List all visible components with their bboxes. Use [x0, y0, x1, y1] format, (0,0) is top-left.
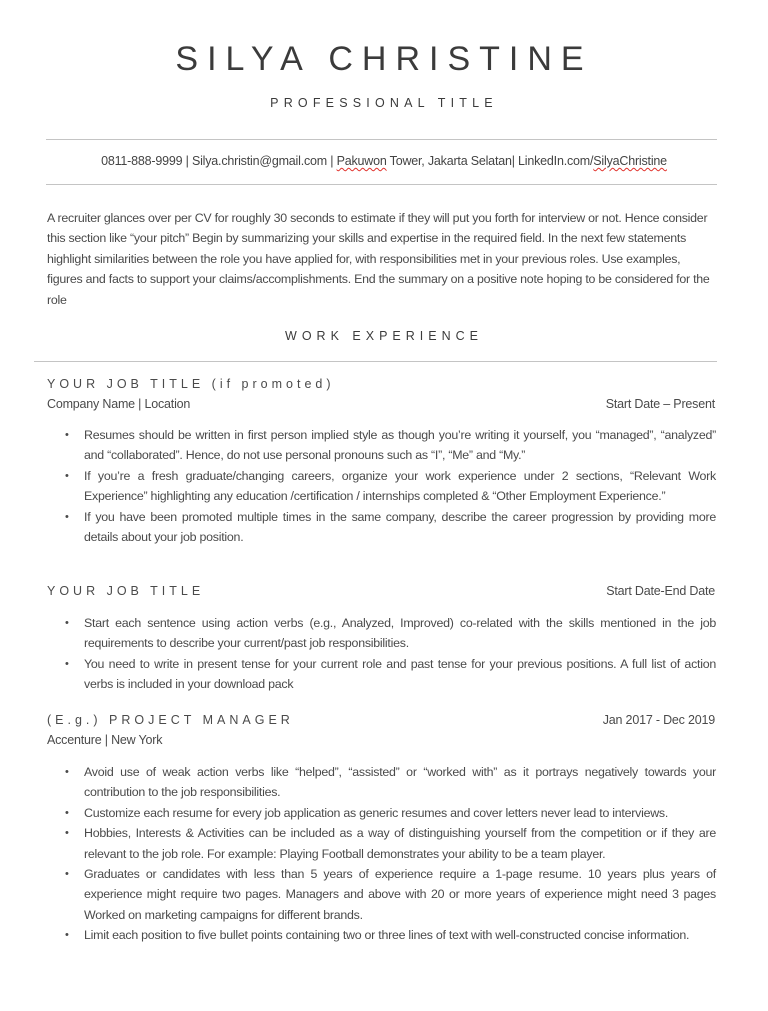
contact-separator: | — [326, 154, 337, 168]
job-bullet-list — [65, 425, 716, 547]
job-title: YOUR JOB TITLE — [47, 584, 205, 598]
job-dates: Start Date – Present — [605, 397, 715, 411]
header-top-divider — [46, 139, 717, 140]
job-bullet: • Customize each resume for every job application as generic resumes and cover letters never lead to interviews. — [65, 803, 716, 823]
job-bullet-list — [65, 762, 716, 946]
job-bullet: • You need to write in present tense for your current role and past tense for your previous positions. A full list of action verbs is included in your download pack — [65, 654, 716, 695]
contact-separator: | — [511, 154, 519, 168]
section-heading-work-experience: WORK EXPERIENCE — [285, 329, 483, 343]
job-bullet: • Hobbies, Interests & Activities can be included as a way of distinguishing yourself from the competition or if they are relevant to the job role. For example: Playing Football demonstrates your ability to be a team player. — [65, 823, 716, 864]
professional-summary: A recruiter glances over per CV for roughly 30 seconds to estimate if they will put you forth for interview or not. Hence consider this section like “your pitch” Begin by summarizing your skills and expertise in the required field. In the next few statements highlight similarities between the role you have applied for, with responsibilities met in your previous roles. Use examples, figures and facts to support your claims/accomplishments. End the summary on a positive note hoping to be considered for the role — [47, 211, 710, 307]
job-bullet: • Avoid use of weak action verbs like “helped”, “assisted” or “worked with” as it portrays negatively towards your contribution to the job responsibilities. — [65, 762, 716, 803]
section-divider — [34, 361, 717, 362]
contact-address: Tower, Jakarta Selatan — [386, 154, 512, 168]
job-dates: Start Date-End Date — [606, 584, 715, 598]
job-bullet: • Limit each position to five bullet points containing two or three lines of text with well-constructed concise information. — [65, 925, 716, 945]
header-bottom-divider — [46, 184, 717, 185]
contact-separator: | — [182, 154, 192, 168]
contact-email: Silya.christin@gmail.com — [191, 154, 327, 168]
contact-linkedin-handle: SilyaChristine — [593, 154, 667, 168]
professional-title: PROFESSIONAL TITLE — [270, 96, 498, 110]
job-title: (E.g.) PROJECT MANAGER — [47, 713, 294, 727]
job-company-location: Accenture | New York — [47, 733, 163, 747]
candidate-name: SILYA CHRISTINE — [175, 40, 593, 78]
job-bullet: • If you’re a fresh graduate/changing careers, organize your work experience under 2 sections, “Relevant Work Experience” highlighting any education /certification / internships completed & “Other Employment Experience.” — [65, 466, 716, 507]
contact-phone: 0811-888-9999 — [101, 154, 183, 168]
job-bullet-list — [65, 613, 716, 695]
job-title: YOUR JOB TITLE (if promoted) — [47, 377, 335, 391]
job-company-location: Company Name | Location — [47, 397, 191, 411]
job-bullet: • Resumes should be written in first person implied style as though you’re writing it yourself, you “managed”, “analyzed” and “collaborated”. Hence, do not use personal pronouns such as “I”, “Me” and “My.” — [65, 425, 716, 466]
job-dates: Jan 2017 - Dec 2019 — [602, 713, 715, 727]
job-bullet: • If you have been promoted multiple times in the same company, describe the career progression by providing more details about your job position. — [65, 507, 716, 548]
contact-line — [46, 154, 722, 168]
contact-linkedin-prefix: LinkedIn.com/ — [518, 154, 594, 168]
job-bullet: • Graduates or candidates with less than 5 years of experience require a 1-page resume. 10 years plus years of experience might require two pages. Managers and above with 20 or more years of experience might need 3 pages Worked on marketing campaigns for different brands. — [65, 864, 716, 925]
job-bullet: • Start each sentence using action verbs (e.g., Analyzed, Improved) co-related with the skills mentioned in the job requirements to describe your current/past job responsibilities. — [65, 613, 716, 654]
contact-address-misspelled-word: Pakuwon — [336, 154, 387, 168]
